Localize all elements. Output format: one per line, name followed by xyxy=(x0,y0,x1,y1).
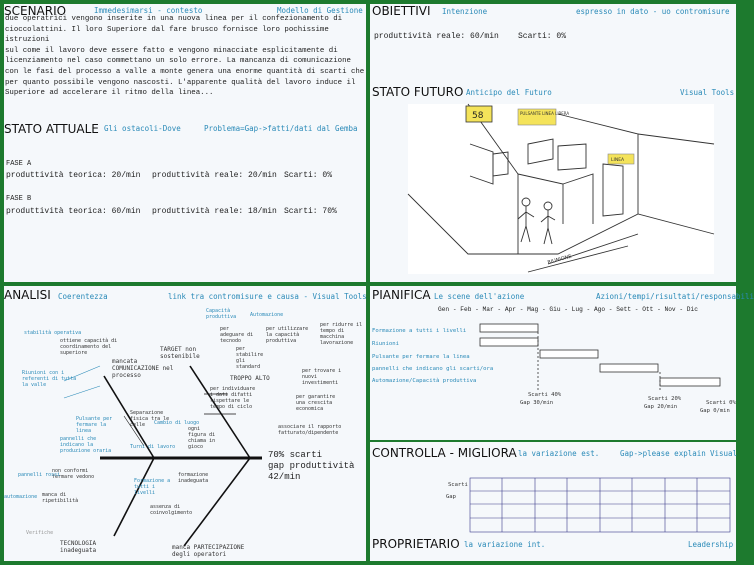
sketch-note2: LINEA xyxy=(611,158,625,163)
scenario-line: sul come il lavoro deve essere fatto e vengono minacciate esplicitamente di xyxy=(5,46,338,55)
note-associare: associare il rapporto fatturato/dipendente xyxy=(278,424,342,436)
scenario-subtitle-left: Immedesimarsi - contesto xyxy=(94,6,203,15)
stato-futuro-subtitle-right: Visual Tools xyxy=(680,88,735,97)
action-item: Formazione a tutti i livelli xyxy=(372,328,467,334)
note-ottiene: ottiene capacità di coordinamento del superiore xyxy=(60,338,118,356)
stato-attuale-subtitle-right: Problema=Gap->fatti/dati dal Gemba xyxy=(204,124,358,133)
cause-manca-ripetibilita: manca di ripetibilità xyxy=(42,492,79,504)
fase-b-reale: produttività reale: 18/min xyxy=(152,207,277,216)
sketch-board-label: 58 xyxy=(472,111,484,121)
milestone-label: Scarti 40% xyxy=(528,392,562,398)
gantt-bar xyxy=(480,324,538,332)
note-cambi: Cambio di luogo xyxy=(154,420,200,426)
note-pulsante: Pulsante per fermare la linea xyxy=(76,416,113,434)
control-row-label: Scarti xyxy=(448,482,468,488)
gantt-bar xyxy=(540,350,598,358)
stato-attuale-title: STATO ATTUALE xyxy=(4,122,99,136)
cause-formazione-inadeguata: formazione inadeguata xyxy=(178,472,209,484)
note-riunioni: Riunioni con i referenti di tutta la valle xyxy=(22,370,77,388)
note-pannelli: pannelli che indicano la produzione oraria xyxy=(60,436,112,454)
note-ogni-figura: ogni figura di chiama in gioco xyxy=(188,426,216,450)
note-pannelli-mano: pannelli rossi xyxy=(18,472,61,478)
note-capacita: Capacità produttiva xyxy=(206,308,237,320)
analisi-panel xyxy=(4,286,366,561)
controlla-subtitle-left: la variazione est. xyxy=(518,449,600,458)
note-stabilita: stabilità operativa xyxy=(24,330,82,336)
scenario-title: SCENARIO xyxy=(4,4,67,18)
cause-troppo-alto: TROPPO ALTO xyxy=(230,375,270,382)
stato-attuale-subtitle-left: Gli ostacoli-Dove xyxy=(104,124,181,133)
fase-b-scarti: Scarti: 70% xyxy=(284,207,337,216)
fase-a-scarti: Scarti: 0% xyxy=(284,171,333,180)
note-formazione: Formazione a tutti i livelli xyxy=(134,478,171,496)
milestone-sub: Gap 30/min xyxy=(520,400,554,406)
fase-a-teorica: produttività teorica: 20/min xyxy=(6,171,141,180)
fase-b-label: FASE B xyxy=(6,195,32,203)
note-per-stabilire: per stabilire gli standard xyxy=(236,346,264,370)
obiettivi-subtitle-left: Intenzione xyxy=(442,7,488,16)
effect-line: 42/min xyxy=(268,472,301,482)
gantt-bar xyxy=(600,364,658,372)
cause-target: TARGET non sostenibile xyxy=(160,346,200,360)
controlla-title: CONTROLLA - MIGLIORA xyxy=(372,446,517,460)
stato-futuro-title: STATO FUTURO xyxy=(372,85,464,99)
pianifica-subtitle-left: Le scene dell'azione xyxy=(434,292,525,301)
scenario-line: due operatrici vengono inserite in una nuova linea per il confezionamento di xyxy=(5,15,343,23)
action-item: pannelli che indicano gli scarti/ora xyxy=(372,366,494,372)
proprietario-subtitle-left: la variazione int. xyxy=(464,540,546,549)
note-verifiche: Verifiche xyxy=(26,530,54,536)
scenario-line: con le fasi del processo a valle a monte genera una enorme quantità di scarti che xyxy=(5,67,365,76)
scenario-line: per quanto possibile vengono nascosti. L'apparente qualità del lavoro induce il xyxy=(5,78,356,87)
obiettivi-subtitle-right: espresso in dato - uo contromisure xyxy=(576,7,730,16)
note-turni: Turni di lavoro xyxy=(130,444,176,450)
pianifica-months: Gen - Feb - Mar - Apr - Mag - Giu - Lug - Ago - Sett - Ott - Nov - Dic xyxy=(438,306,698,313)
gantt-bar xyxy=(660,378,720,386)
future-state-sketch xyxy=(408,104,714,274)
cause-partecipazione: manca PARTECIPAZIONE degli operatori xyxy=(172,544,245,558)
note-separazione: Separazione fisica tra le celle xyxy=(130,410,170,428)
controlla-subtitle-mid: Gap->please explain xyxy=(620,449,706,458)
analisi-title: ANALISI xyxy=(4,288,51,302)
scenario-line: Superiore ad accelerare il ritmo della linea... xyxy=(5,89,214,98)
stato-futuro-subtitle-left: Anticipo del Futuro xyxy=(466,88,552,97)
action-item: Pulsante per fermare la linea xyxy=(372,354,470,360)
obiettivi-scarti: Scarti: 0% xyxy=(518,32,567,41)
effect-line: 70% scarti xyxy=(268,450,323,460)
scenario-text xyxy=(5,14,365,99)
gantt-chart xyxy=(370,286,736,440)
scenario-line: licenziamento nel caso commettano un solo errore. La mancanza di comunicazione xyxy=(5,57,351,66)
milestone-label: Scarti 0% xyxy=(706,400,736,406)
analisi-subtitle-right: link tra contromisure e causa - Visual Tools xyxy=(168,292,367,301)
controlla-subtitle-right: Visual xyxy=(710,449,738,458)
action-item: Riunioni xyxy=(372,341,399,347)
milestone-sub: Gap 0/min xyxy=(700,408,730,414)
note-per-adeguare: per adeguare di tecnodo xyxy=(220,326,254,344)
fase-a-label: FASE A xyxy=(6,160,32,168)
scenario-subtitle-right: Modello di Gestione xyxy=(277,6,363,15)
obiettivi-panel xyxy=(370,4,736,282)
fase-b-teorica: produttività teorica: 60/min xyxy=(6,207,141,216)
cause-assenza-coinvolgimento: assenza di coinvolgimento xyxy=(150,504,193,516)
effect-line: gap produttività xyxy=(268,461,355,471)
note-per-trovare: per trovare i nuovi investimenti xyxy=(302,368,342,386)
control-row-label: Gap xyxy=(446,494,456,500)
pianifica-panel xyxy=(370,286,754,440)
proprietario-subtitle-right: Leadership xyxy=(688,540,734,549)
obiettivi-reale: produttività reale: 60/min xyxy=(374,32,499,41)
milestone-label: Scarti 20% xyxy=(648,396,682,402)
scenario-line: cioccolattini. Il loro Superiore dal fare brusco fornisce loro pochissime istruzioni xyxy=(5,25,329,45)
sketch-floor-label: RIUNIONE xyxy=(546,253,573,266)
note-per-garantire: per garantire una crescita economica xyxy=(296,394,336,412)
cause-non-conforme: non conformi fermare vedono xyxy=(52,468,95,480)
note-per-monitorare: per individuare i dati difatti rispettare le tempo di ciclo xyxy=(210,386,256,410)
milestone-sub: Gap 20/min xyxy=(644,404,678,410)
sketch-note1: PULSANTE LINEA LIBERA xyxy=(520,111,570,116)
action-item: Automazione/Capacità produttiva xyxy=(372,378,477,384)
scenario-panel xyxy=(4,4,366,282)
cause-mancata-comunicazione: mancata COMUNICAZIONE nel processo xyxy=(112,358,174,379)
sketch-drawing xyxy=(408,104,714,274)
note-per-ridurre: per ridurre il tempo di macchina lavorazione xyxy=(320,322,363,346)
note-per-utilizzare: per utilizzare la capacità produttiva xyxy=(266,326,309,344)
gantt-bar xyxy=(480,338,538,346)
analisi-subtitle-left: Coerentezza xyxy=(58,292,108,301)
cause-tecnologia: TECNOLOGIA inadeguata xyxy=(60,540,97,554)
obiettivi-title: OBIETTIVI xyxy=(372,4,431,18)
pianifica-subtitle-right: Azioni/tempi/risultati/responsabili xyxy=(596,292,754,301)
proprietario-title: PROPRIETARIO xyxy=(372,537,460,551)
note-automazione-left: automazione xyxy=(4,494,38,500)
fase-a-reale: produttività reale: 20/min xyxy=(152,171,277,180)
pianifica-title: PIANIFICA xyxy=(372,288,431,302)
controlla-panel xyxy=(370,442,736,561)
effect-label xyxy=(268,450,354,483)
note-automazione: Automazione xyxy=(250,312,284,318)
